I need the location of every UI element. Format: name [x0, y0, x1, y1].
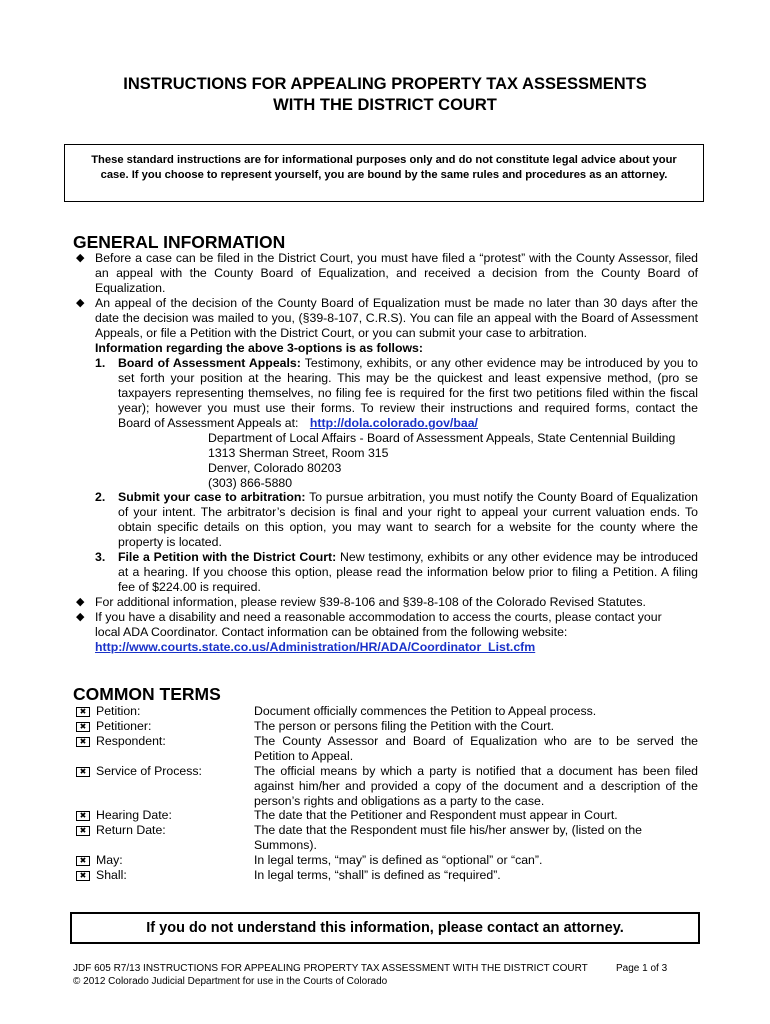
general-bullet-1: Before a case can be filed in the District Court, you must have filed a “protest” with the County Assessor, filed an appeal with the County Board of Equalization, and received a decision from the County Board of Equalization.	[95, 251, 698, 295]
option-2-text: To pursue arbitration, you must notify the County Board of Equalization of your intent. The arbitrator’s decision is final and your right to appeal your current valuation ends. To obtain specific details on this option, you may want to search for a website for the county where the property is located.	[118, 490, 698, 549]
term-definition: The date that the Respondent must file his/her answer by, (listed on the Summons).	[254, 823, 643, 852]
option-2-number: 2.	[95, 490, 106, 504]
term-label: Service of Process:	[96, 764, 202, 778]
address-phone: (303) 866-5880	[208, 476, 293, 490]
term-arrow-icon: ✖	[76, 737, 90, 747]
term-label: Hearing Date:	[96, 808, 172, 822]
diamond-bullet-icon: ◆	[76, 297, 85, 309]
option-1-title: Board of Assessment Appeals:	[118, 356, 301, 370]
term-definition: The person or persons filing the Petition with the Court.	[254, 719, 555, 733]
option-3-number: 3.	[95, 550, 106, 564]
page-title	[60, 74, 710, 116]
term-arrow-icon: ✖	[76, 856, 90, 866]
term-definition: In legal terms, “may” is defined as “optional” or “can”.	[254, 853, 543, 867]
term-label: Return Date:	[96, 823, 166, 837]
footer-page-number: Page 1 of 3	[616, 963, 668, 974]
option-2-title: Submit your case to arbitration:	[118, 490, 306, 504]
footer-copyright: © 2012 Colorado Judicial Department for use in the Courts of Colorado	[73, 976, 388, 987]
term-definition: The official means by which a party is notified that a document has been filed against him/her and provided a copy of the document and a description of the person’s rights and obligations as a party to the case.	[254, 764, 698, 808]
term-definition: The date that the Petitioner and Respondent must appear in Court.	[254, 808, 618, 822]
address-line-1: Department of Local Affairs - Board of Assessment Appeals, State Centennial Building	[208, 431, 676, 445]
term-arrow-icon: ✖	[76, 722, 90, 732]
diamond-bullet-icon: ◆	[76, 252, 85, 264]
term-arrow-icon: ✖	[76, 767, 90, 777]
general-bullet-3: For additional information, please review §39-8-106 and §39-8-108 of the Colorado Revised Statutes.	[95, 595, 646, 609]
address-line-3: Denver, Colorado 80203	[208, 461, 342, 475]
term-definition: The County Assessor and Board of Equalization who are to be served the Petition to Appeal.	[254, 734, 698, 763]
general-bullet-2: An appeal of the decision of the County Board of Equalization must be made no later than 30 days after the date the decision was mailed to you, (§39-8-107, C.R.S). You can file an appeal with the Board of Assessment Appeals, or file a Petition with the District Court, or you can submit your case to arbitration.	[95, 296, 698, 340]
term-label: Respondent:	[96, 734, 166, 748]
diamond-bullet-icon: ◆	[76, 596, 85, 608]
option-3-text: New testimony, exhibits or any other evidence may be introduced at a hearing. If you choose this option, please read the information below prior to filing a Petition. A filing fee of $224.00 is required.	[118, 550, 699, 594]
term-definition: Document officially commences the Petition to Appeal process.	[254, 704, 597, 718]
term-label: Petition:	[96, 704, 141, 718]
title-line-2: WITH THE DISTRICT COURT	[273, 96, 497, 114]
option-1-text: Testimony, exhibits, or any other evidence may be introduced by you to set forth your position at the hearing. This may be the quickest and least expensive method, (pro se taxpayers representing themselves, no filing fee is required for the first two petitions filed within the fiscal year); however you must use their forms. To review their instructions and required forms, contact the Board of Assessment Appeals at:	[118, 356, 698, 430]
term-arrow-icon: ✖	[76, 811, 90, 821]
option-2	[118, 490, 698, 550]
option-3-title: File a Petition with the District Court:	[118, 550, 337, 564]
common-terms-heading: COMMON TERMS	[73, 684, 221, 704]
title-line-1: INSTRUCTIONS FOR APPEALING PROPERTY TAX ASSESSMENTS	[123, 75, 647, 93]
term-arrow-icon: ✖	[76, 871, 90, 881]
diamond-bullet-icon: ◆	[76, 611, 85, 623]
term-arrow-icon: ✖	[76, 707, 90, 717]
option-1	[118, 356, 698, 431]
disclaimer-box: These standard instructions are for informational purposes only and do not constitute legal advice about your case. If you choose to represent yourself, you are bound by the same rules and procedures as an attorney.	[64, 144, 704, 202]
term-definition: In legal terms, “shall” is defined as “required”.	[254, 868, 501, 882]
address-line-2: 1313 Sherman Street, Room 315	[208, 446, 389, 460]
contact-attorney-notice: If you do not understand this information, please contact an attorney.	[70, 912, 700, 944]
option-3	[118, 550, 698, 595]
ada-coordinator-link[interactable]: http://www.courts.state.co.us/Administration/HR/ADA/Coordinator_List.cfm	[95, 640, 536, 654]
term-arrow-icon: ✖	[76, 826, 90, 836]
option-1-number: 1.	[95, 356, 106, 370]
term-label: May:	[96, 853, 123, 867]
baa-website-link[interactable]: http://dola.colorado.gov/baa/	[309, 416, 478, 430]
term-label: Shall:	[96, 868, 127, 882]
general-bullet-4: If you have a disability and need a reasonable accommodation to access the courts, please contact your local ADA Coordinator. Contact information can be obtained from the following website:	[95, 610, 662, 639]
footer-form-id: JDF 605 R7/13 INSTRUCTIONS FOR APPEALING PROPERTY TAX ASSESSMENT WITH THE DISTRICT COURT	[73, 963, 588, 974]
general-information-heading: GENERAL INFORMATION	[73, 232, 286, 252]
term-label: Petitioner:	[96, 719, 152, 733]
options-heading: Information regarding the above 3-options is as follows:	[95, 341, 423, 355]
